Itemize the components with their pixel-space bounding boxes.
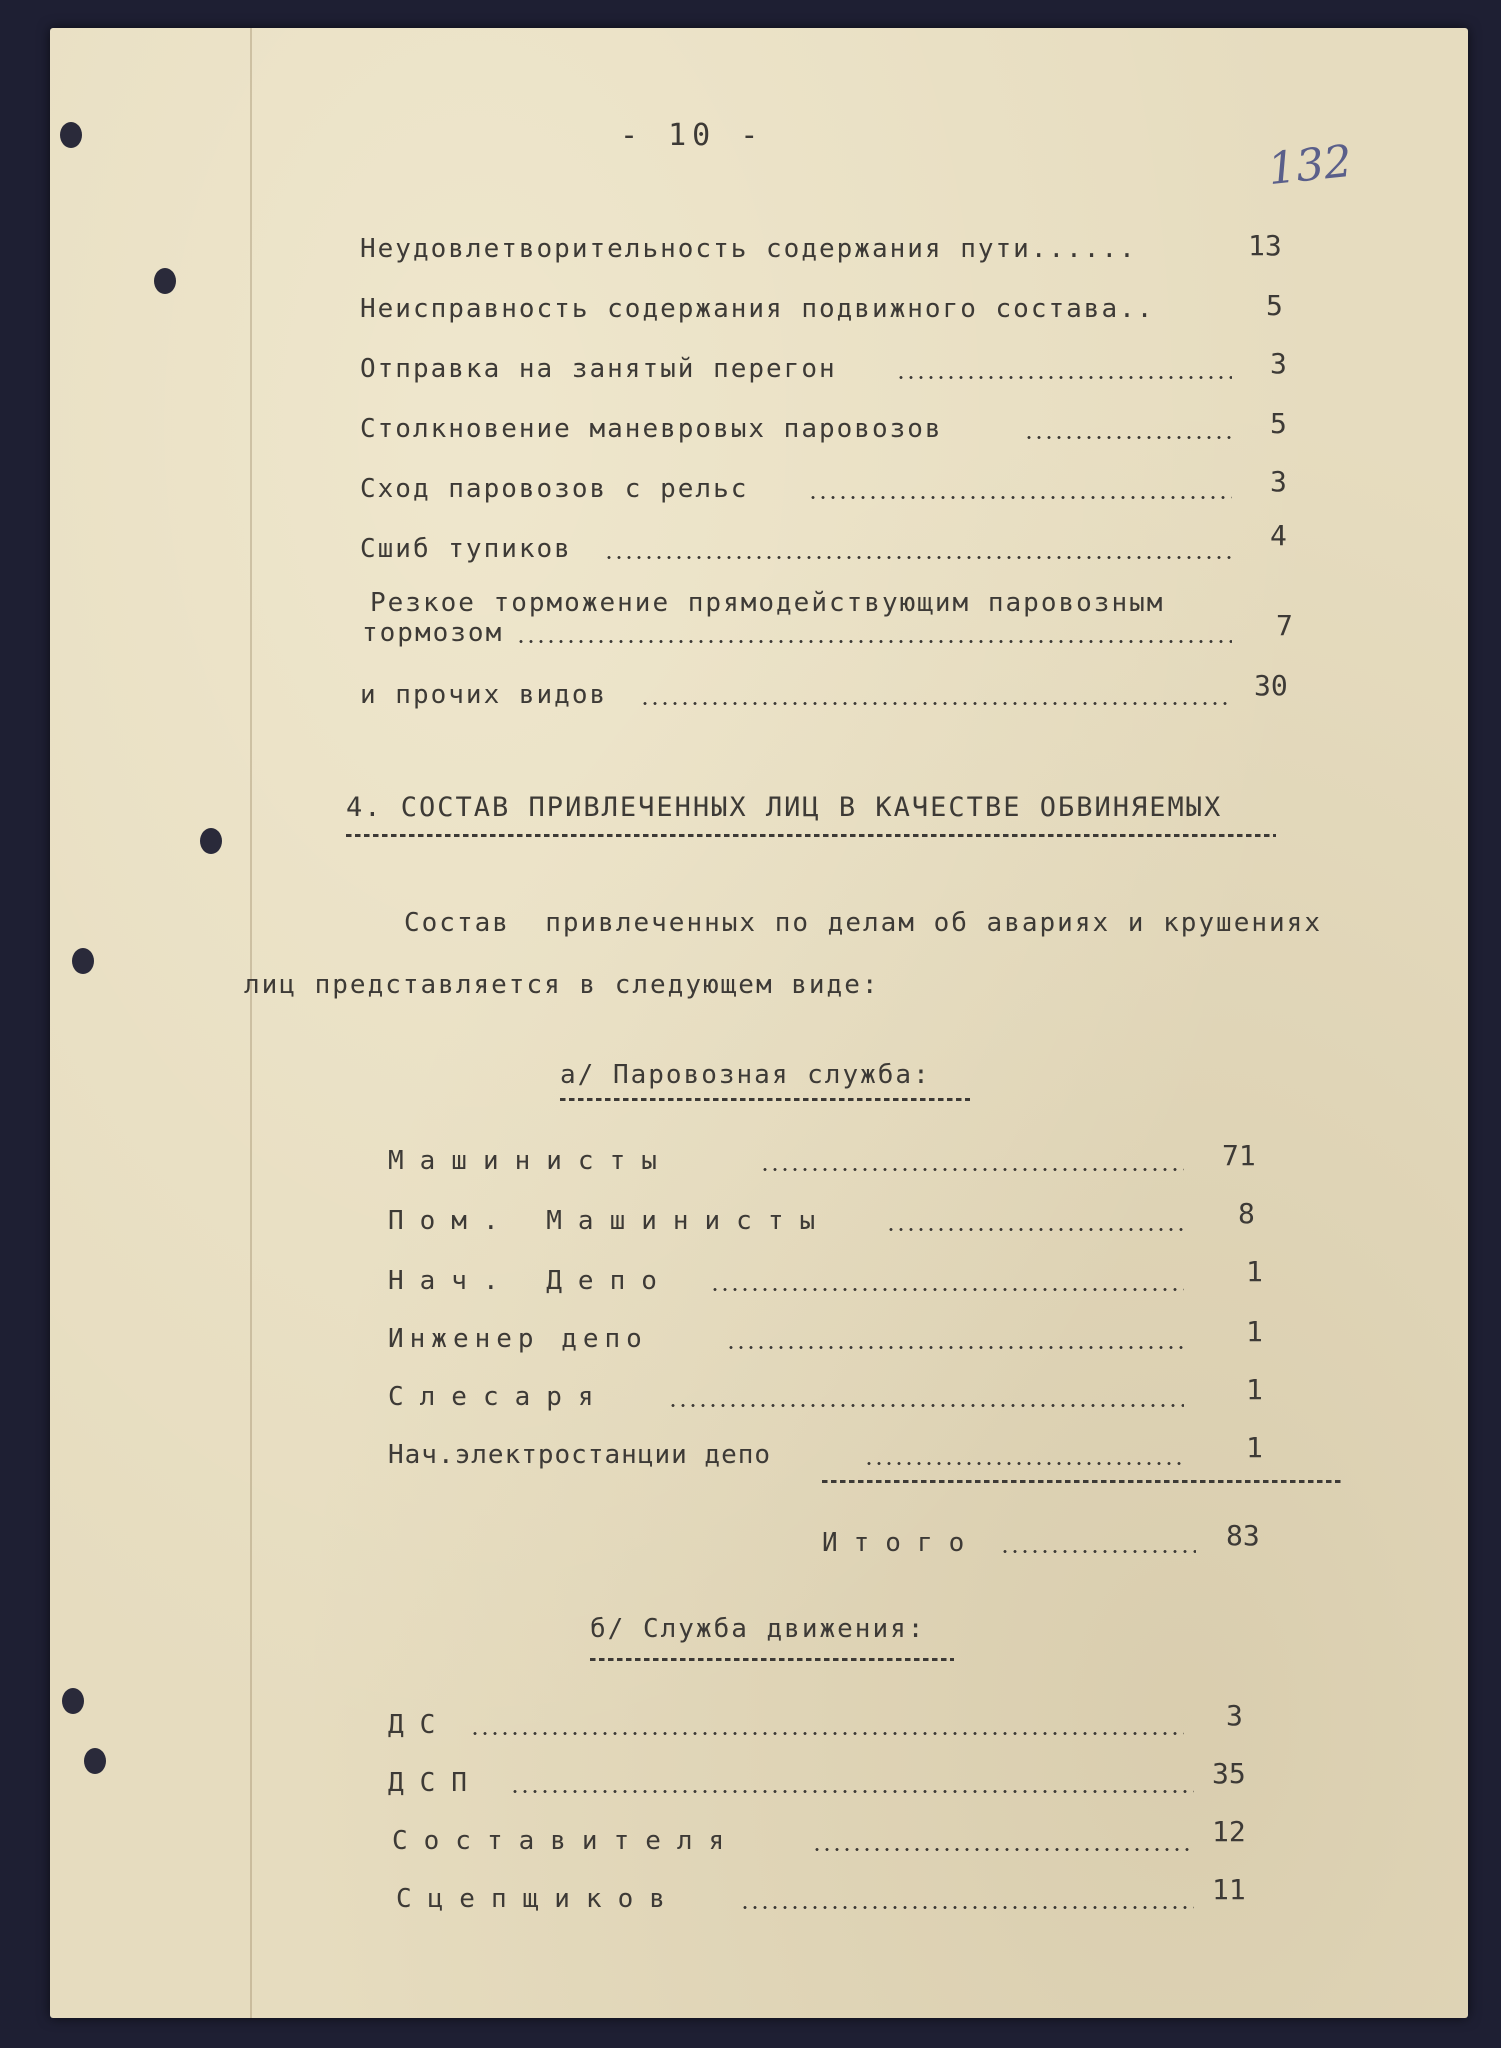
intro-paragraph-line: Состав привлеченных по делам об авариях и крушениях: [404, 908, 1322, 938]
list-item-label: Отправка на занятый перегон: [360, 354, 837, 384]
page-fold-line: [250, 28, 252, 2018]
heading-underline: [346, 834, 1276, 837]
list-item-value: 8: [1238, 1197, 1255, 1230]
subsection-underline: [560, 1098, 970, 1101]
list-item-value: 35: [1212, 1757, 1246, 1790]
binding-hole: [60, 122, 82, 148]
list-item-value: 7: [1276, 609, 1293, 642]
list-item-label: Составителя: [392, 1826, 741, 1856]
dot-leader: [470, 1732, 1184, 1735]
document-page: [50, 28, 1468, 2018]
list-item-value: 13: [1248, 229, 1282, 262]
list-item-value: 1: [1246, 1315, 1263, 1348]
list-item-label: ДС: [388, 1710, 452, 1740]
list-item-label: Сход паровозов с рельс: [360, 474, 749, 504]
dot-leader: [1000, 1550, 1196, 1553]
list-item-label: Сшиб тупиков: [360, 534, 572, 564]
list-item-label: Инженер депо: [388, 1324, 648, 1354]
list-item-label: ДСП: [388, 1768, 483, 1798]
subsection-title: б/ Служба движения:: [590, 1614, 926, 1644]
dot-leader: [896, 376, 1232, 379]
subsection-underline: [590, 1658, 954, 1661]
list-item-value: 1: [1246, 1255, 1263, 1288]
total-rule: [822, 1480, 1342, 1483]
list-item-value: 1: [1246, 1431, 1263, 1464]
section-heading: 4. СОСТАВ ПРИВЛЕЧЕННЫХ ЛИЦ В КАЧЕСТВЕ ОБВИНЯЕМЫХ: [346, 792, 1223, 823]
dot-leader: [516, 640, 1232, 643]
dot-leader: [604, 556, 1232, 559]
list-item-value: 5: [1266, 289, 1283, 322]
list-item-value: 4: [1270, 519, 1287, 552]
dot-leader: [812, 1848, 1194, 1851]
list-item-label: Неисправность содержания подвижного состава..: [360, 294, 1155, 324]
page-number: - 10 -: [620, 118, 765, 153]
list-item-label: Нач.электростанции депо: [388, 1440, 772, 1470]
dot-leader: [740, 1906, 1194, 1909]
dot-leader: [760, 1168, 1184, 1171]
handwritten-folio-number: 132: [1265, 135, 1355, 196]
list-item-value: 30: [1254, 669, 1288, 702]
binding-hole: [200, 828, 222, 854]
binding-hole: [72, 948, 94, 974]
list-item-value: 3: [1226, 1699, 1243, 1732]
list-item-value: 71: [1222, 1139, 1256, 1172]
list-item-label: Нач. Депо: [388, 1266, 673, 1296]
list-item-label: Столкновение маневровых паровозов: [360, 414, 943, 444]
dot-leader: [864, 1462, 1184, 1465]
dot-leader: [726, 1346, 1184, 1349]
list-item-label: Сцепщиков: [396, 1884, 681, 1914]
dot-leader: [640, 702, 1232, 705]
binding-hole: [62, 1688, 84, 1714]
subsection-title: а/ Паровозная служба:: [560, 1060, 931, 1090]
dot-leader: [710, 1288, 1184, 1291]
intro-paragraph-line: лиц представляется в следующем виде:: [244, 970, 880, 1000]
total-label: Итого: [822, 1528, 981, 1558]
dot-leader: [808, 496, 1232, 499]
list-item-value: 3: [1270, 347, 1287, 380]
list-item-label: и прочих видов: [360, 680, 608, 710]
binding-hole: [154, 268, 176, 294]
list-item-value: 5: [1270, 407, 1287, 440]
list-item-label: Машинисты: [388, 1146, 673, 1176]
list-item-value: 3: [1270, 465, 1287, 498]
list-item-value: 1: [1246, 1373, 1263, 1406]
dot-leader: [510, 1790, 1194, 1793]
list-item-label: Неудовлетворительность содержания пути......: [360, 234, 1137, 264]
total-value: 83: [1226, 1519, 1260, 1552]
dot-leader: [886, 1228, 1184, 1231]
list-item-label: Слесаря: [388, 1382, 610, 1412]
dot-leader: [1024, 436, 1232, 439]
list-item-value: 11: [1212, 1873, 1246, 1906]
dot-leader: [668, 1404, 1184, 1407]
list-item-label-continuation: тормозом: [362, 618, 504, 648]
list-item-label: Пом. Машинисты: [388, 1206, 832, 1236]
list-item-label: Резкое торможение прямодействующим паровозным: [370, 588, 1165, 618]
list-item-value: 12: [1212, 1815, 1246, 1848]
binding-hole: [84, 1748, 106, 1774]
